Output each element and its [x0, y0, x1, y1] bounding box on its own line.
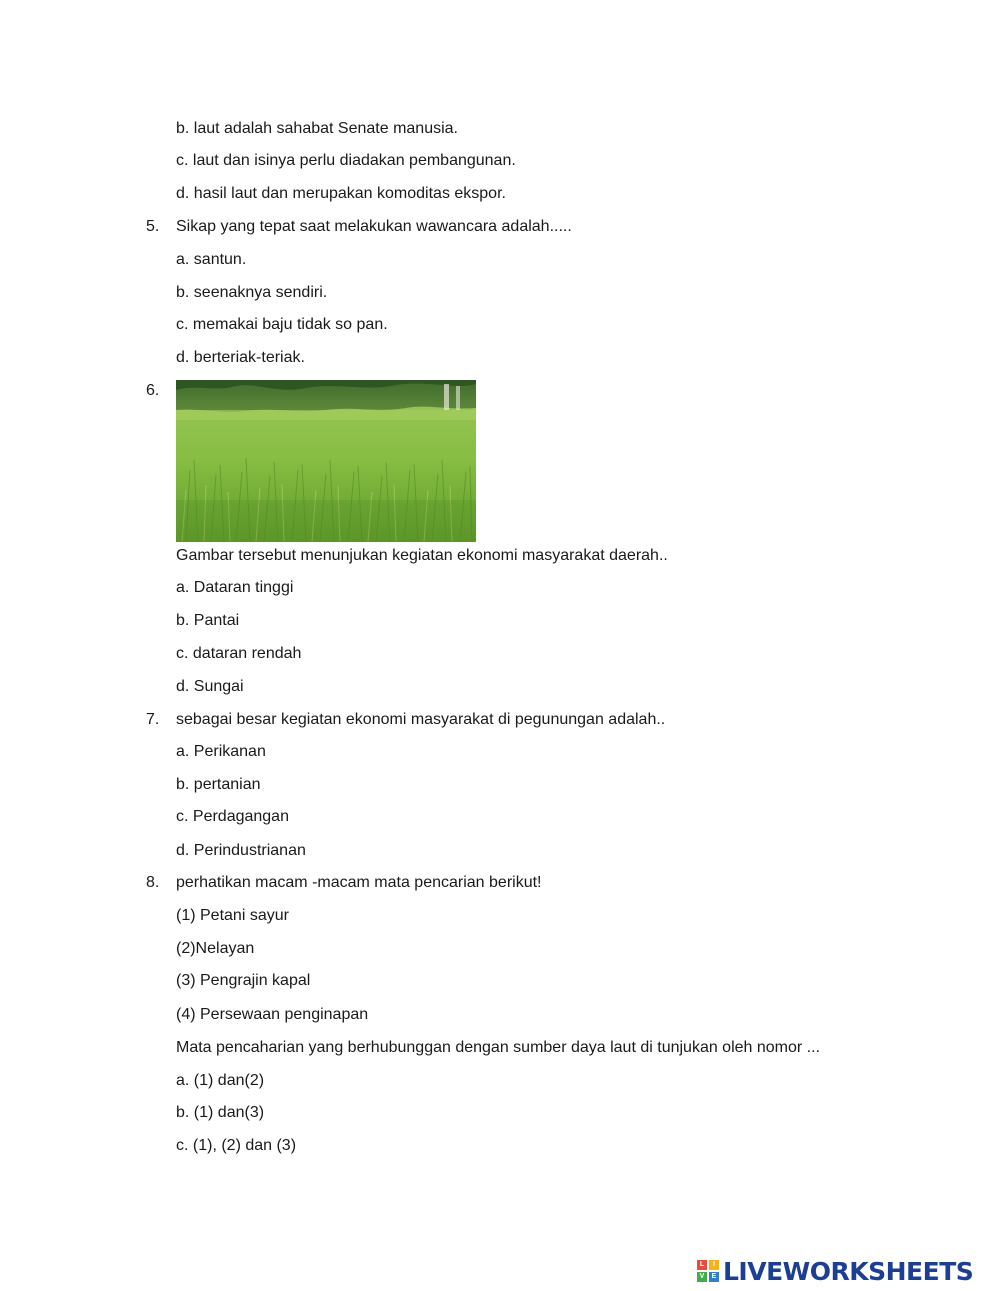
question-7-text: sebagai besar kegiatan ekonomi masyarakat di pegunungan adalah..	[176, 711, 666, 728]
question-6-option-b: b. Pantai	[176, 612, 240, 629]
logo-blocks-icon: L I V E	[697, 1260, 719, 1282]
question-8-item-3: (3) Pengrajin kapal	[176, 972, 311, 989]
question-7-option-b: b. pertanian	[176, 776, 261, 793]
option-b: b. laut adalah sahabat Senate manusia.	[176, 120, 458, 137]
question-5-option-a: a. santun.	[176, 251, 247, 268]
question-7-option-d: d. Perindustrianan	[176, 842, 306, 859]
question-8-text: perhatikan macam -macam mata pencarian berikut!	[176, 874, 542, 891]
question-8-item-4: (4) Persewaan penginapan	[176, 1006, 369, 1023]
question-5-option-b: b. seenaknya sendiri.	[176, 284, 328, 301]
question-6-option-d: d. Sungai	[176, 678, 244, 695]
question-7-option-a: a. Perikanan	[176, 743, 266, 760]
question-6-number: 6.	[146, 382, 160, 399]
question-6-text: Gambar tersebut menunjukan kegiatan ekonomi masyarakat daerah..	[176, 547, 668, 564]
liveworksheets-logo[interactable]	[697, 1256, 973, 1286]
question-7-number: 7.	[146, 711, 160, 728]
question-8-option-a: a. (1) dan(2)	[176, 1072, 265, 1089]
question-8-item-2: (2)Nelayan	[176, 940, 255, 957]
question-5-option-c: c. memakai baju tidak so pan.	[176, 316, 388, 333]
question-7-option-c: c. Perdagangan	[176, 808, 289, 825]
logo-text: LIVEWORKSHEETS	[723, 1256, 974, 1286]
question-5-number: 5.	[146, 218, 160, 235]
question-8-number: 8.	[146, 874, 160, 891]
question-8-item-1: (1) Petani sayur	[176, 907, 289, 924]
rice-field-photo	[176, 380, 476, 542]
question-8-option-b: b. (1) dan(3)	[176, 1104, 265, 1121]
question-5-text: Sikap yang tepat saat melakukan wawancara adalah.....	[176, 218, 572, 235]
question-6-option-c: c. dataran rendah	[176, 645, 302, 662]
question-5-option-d: d. berteriak-teriak.	[176, 349, 305, 366]
question-8-option-c: c. (1), (2) dan (3)	[176, 1137, 297, 1154]
question-8-question: Mata pencaharian yang berhubunggan dengan sumber daya laut di tunjukan oleh nomor ...	[176, 1039, 821, 1056]
option-c: c. laut dan isinya perlu diadakan pembangunan.	[176, 152, 516, 169]
option-d: d. hasil laut dan merupakan komoditas ekspor.	[176, 185, 506, 202]
question-6-option-a: a. Dataran tinggi	[176, 579, 294, 596]
